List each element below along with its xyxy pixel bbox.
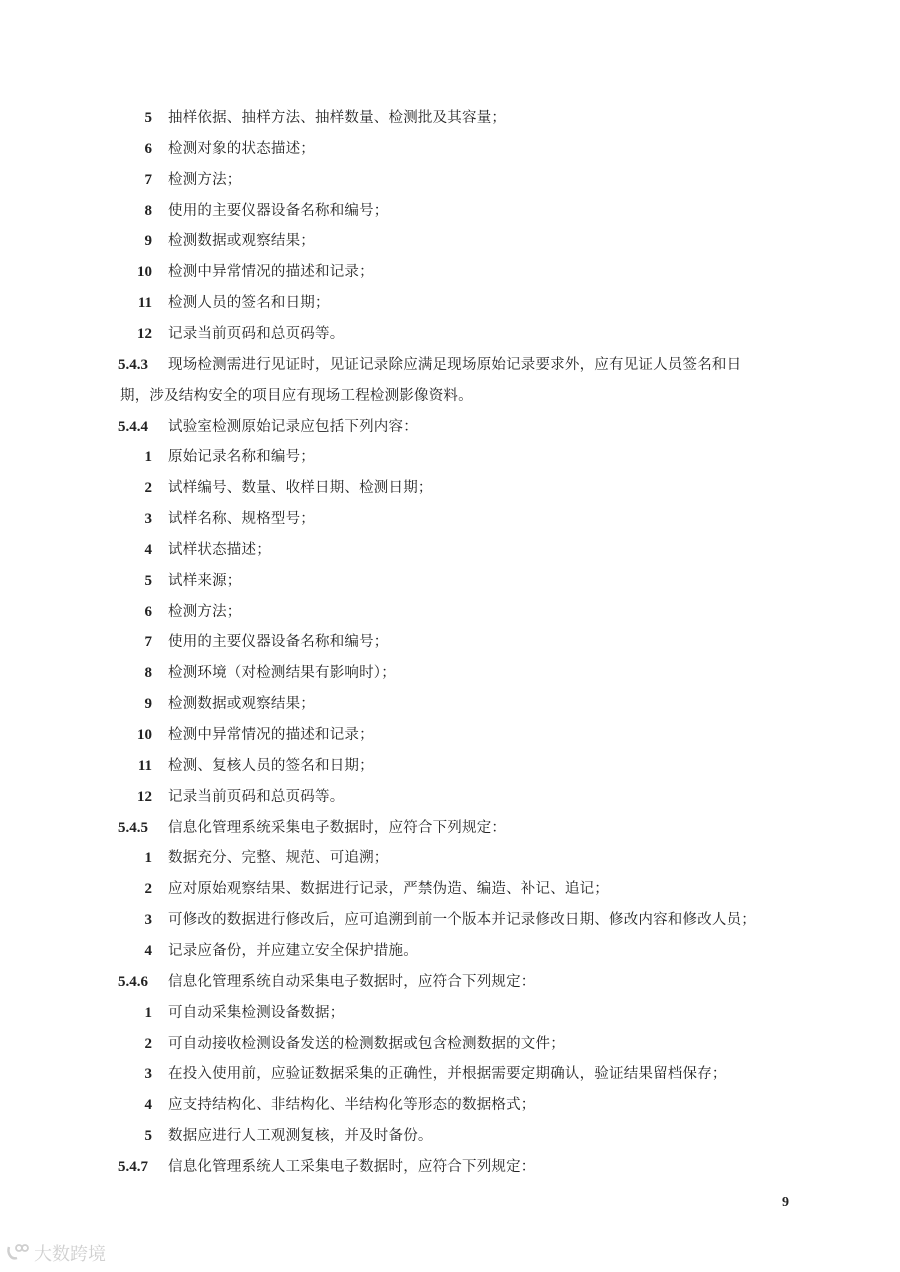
line-text: 试样来源；	[168, 572, 242, 589]
line-text: 可修改的数据进行修改后，应可追溯到前一个版本并记录修改日期、修改内容和修改人员；	[168, 912, 756, 929]
line-text: 检测人员的签名和日期；	[168, 295, 330, 312]
item-number: 11	[137, 295, 152, 312]
line-text: 记录应备份，并应建立安全保护措施。	[168, 942, 418, 959]
line-text: 试样编号、数量、收样日期、检测日期；	[168, 480, 433, 497]
item-number: 6	[144, 603, 152, 620]
line-text: 抽样依据、抽样方法、抽样数量、检测批及其容量；	[168, 110, 507, 126]
item-number: 10	[137, 727, 152, 743]
item-number: 7	[144, 171, 152, 188]
line-text: 检测中异常情况的描述和记录；	[168, 264, 374, 281]
line-text: 可自动采集检测设备数据；	[168, 1004, 345, 1021]
section-number: 5.4.4	[118, 418, 148, 435]
item-number: 6	[144, 140, 152, 157]
item-number: 7	[144, 634, 152, 651]
section-number: 5.4.6	[118, 973, 148, 990]
line-text: 检测数据或观察结果；	[168, 233, 315, 250]
item-number: 8	[144, 665, 152, 682]
line-text: 应支持结构化、非结构化、半结构化等形态的数据格式；	[168, 1097, 536, 1114]
line-text: 可自动接收检测设备发送的检测数据或包含检测数据的文件；	[168, 1035, 565, 1052]
section-number: 5.4.3	[118, 356, 148, 373]
watermark	[6, 1240, 106, 1266]
line-text: 使用的主要仪器设备名称和编号；	[168, 202, 389, 219]
line-text: 信息化管理系统自动采集电子数据时，应符合下列规定：	[168, 973, 536, 990]
section-number: 5.4.7	[118, 1158, 148, 1175]
line-text: 应对原始观察结果、数据进行记录，严禁伪造、编造、补记、追记；	[168, 881, 609, 898]
line-text: 数据充分、完整、规范、可追溯；	[168, 850, 389, 867]
item-number: 2	[144, 881, 152, 898]
line-text: 检测环境（对检测结果有影响时）；	[168, 665, 396, 682]
item-number: 9	[144, 696, 152, 713]
item-number: 4	[144, 942, 152, 959]
item-number: 4	[144, 541, 152, 558]
line-text: 信息化管理系统采集电子数据时，应符合下列规定：	[168, 819, 507, 836]
line-text: 试验室检测原始记录应包括下列内容：	[168, 418, 418, 435]
item-number: 8	[144, 202, 152, 219]
item-number: 12	[137, 788, 152, 805]
line-text: 检测对象的状态描述；	[168, 140, 315, 157]
item-number: 1	[144, 449, 152, 466]
line-text: 期，涉及结构安全的项目应有现场工程检测影像资料。	[120, 387, 473, 404]
line-text: 检测方法；	[168, 171, 242, 188]
line-text: 记录当前页码和总页码等。	[168, 325, 345, 342]
line-text: 记录当前页码和总页码等。	[168, 788, 345, 805]
item-number: 1	[144, 1004, 152, 1021]
item-number: 2	[144, 1035, 152, 1052]
line-text: 检测、复核人员的签名和日期；	[168, 757, 374, 774]
watermark-text: 大数跨境	[34, 1244, 106, 1265]
item-number: 5	[144, 110, 152, 126]
item-number: 12	[137, 325, 152, 342]
item-number: 5	[144, 1128, 152, 1145]
line-text: 使用的主要仪器设备名称和编号；	[168, 634, 389, 651]
line-text: 数据应进行人工观测复核，并及时备份。	[168, 1128, 433, 1145]
item-number: 2	[144, 480, 152, 497]
line-text: 现场检测需进行见证时，见证记录除应满足现场原始记录要求外，应有见证人员签名和日	[168, 356, 742, 373]
line-text: 检测方法；	[168, 603, 242, 620]
line-text: 检测数据或观察结果；	[168, 696, 315, 713]
item-number: 3	[144, 1066, 152, 1083]
line-text: 试样状态描述；	[168, 541, 271, 558]
item-number: 9	[144, 233, 152, 250]
item-number: 4	[144, 1097, 152, 1114]
item-number: 11	[137, 757, 152, 774]
line-text: 原始记录名称和编号；	[168, 449, 315, 466]
line-text: 试样名称、规格型号；	[168, 511, 315, 528]
item-number: 5	[144, 572, 152, 589]
line-text: 信息化管理系统人工采集电子数据时，应符合下列规定：	[168, 1158, 536, 1175]
line-text: 检测中异常情况的描述和记录；	[168, 727, 374, 743]
item-number: 1	[144, 850, 152, 867]
page-number: 9	[782, 1195, 789, 1210]
item-number: 3	[144, 511, 152, 528]
item-number: 10	[137, 264, 152, 281]
section-number: 5.4.5	[118, 819, 148, 836]
line-text: 在投入使用前，应验证数据采集的正确性，并根据需要定期确认，验证结果留档保存；	[168, 1066, 727, 1083]
item-number: 3	[144, 912, 152, 929]
brand-logo-icon	[6, 1243, 30, 1263]
